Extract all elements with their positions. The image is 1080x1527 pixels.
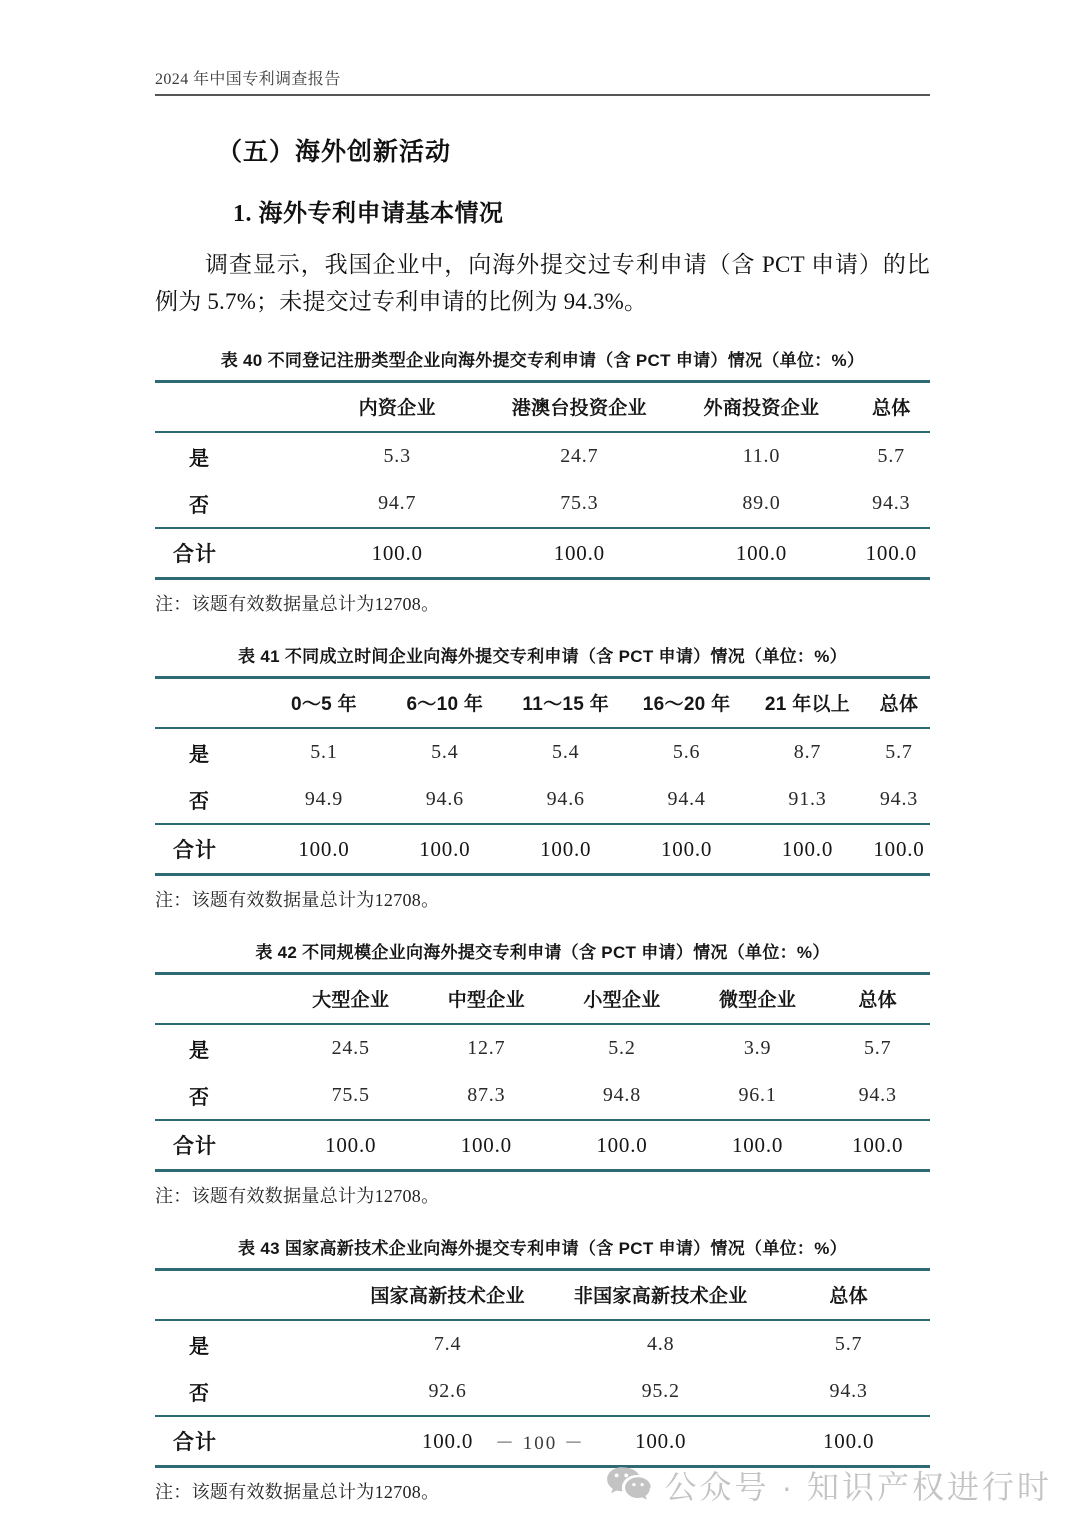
table-row bbox=[155, 1072, 930, 1120]
column-header: 大型企业 bbox=[283, 974, 419, 1025]
table-block-41 bbox=[155, 642, 930, 912]
table-cell: 92.6 bbox=[428, 1380, 467, 1402]
table-cell: 100.0 bbox=[670, 528, 852, 579]
wechat-icon bbox=[606, 1465, 652, 1505]
table-cell: 100.0 bbox=[306, 528, 488, 579]
table-cell: 100.0 bbox=[554, 1120, 690, 1171]
column-header bbox=[155, 678, 264, 729]
row-label: 否 bbox=[189, 1383, 210, 1405]
column-header: 小型企业 bbox=[554, 974, 690, 1025]
table-row bbox=[155, 776, 930, 824]
row-label: 合计 bbox=[155, 1120, 283, 1171]
table-cell: 3.9 bbox=[743, 1037, 772, 1059]
column-header bbox=[155, 382, 306, 433]
column-header: 11～15 年 bbox=[505, 678, 626, 729]
table-cell: 96.1 bbox=[738, 1084, 777, 1106]
table-cell: 5.4 bbox=[431, 741, 459, 763]
table-row bbox=[155, 480, 930, 528]
table-cell: 94.3 bbox=[829, 1380, 868, 1402]
table-row bbox=[155, 432, 930, 480]
row-label: 是 bbox=[189, 1040, 210, 1062]
table-cell: 100.0 bbox=[853, 528, 931, 579]
table-cell: 100.0 bbox=[554, 1416, 767, 1467]
column-header: 中型企业 bbox=[419, 974, 555, 1025]
table-note: 注：该题有效数据量总计为12708。 bbox=[155, 1186, 440, 1206]
column-header: 国家高新技术企业 bbox=[341, 1270, 554, 1321]
table-cell: 100.0 bbox=[626, 824, 747, 875]
table-row bbox=[155, 1368, 930, 1416]
table-42 bbox=[155, 972, 930, 1172]
table-cell: 100.0 bbox=[283, 1120, 419, 1171]
content-column bbox=[155, 122, 930, 1504]
table-cell: 89.0 bbox=[742, 492, 781, 514]
watermark-text: 公众号 · 知识产权进行时 bbox=[664, 1469, 1052, 1505]
table-cell: 5.1 bbox=[310, 741, 338, 763]
table-cell: 100.0 bbox=[767, 1416, 930, 1467]
table-cell: 100.0 bbox=[341, 1416, 554, 1467]
table-row bbox=[155, 1024, 930, 1072]
table-cell: 100.0 bbox=[264, 824, 385, 875]
table-41 bbox=[155, 676, 930, 876]
row-label: 合计 bbox=[155, 824, 264, 875]
table-caption: 表 43 国家高新技术企业向海外提交专利申请（含 PCT 申请）情况（单位：%） bbox=[238, 1239, 847, 1258]
section-heading: （五）海外创新活动 bbox=[217, 138, 452, 166]
column-header: 16～20 年 bbox=[626, 678, 747, 729]
table-cell: 100.0 bbox=[488, 528, 670, 579]
table-cell: 94.9 bbox=[304, 788, 344, 810]
watermark bbox=[606, 1462, 1052, 1508]
table-caption: 表 41 不同成立时间企业向海外提交专利申请（含 PCT 申请）情况（单位：%） bbox=[238, 647, 847, 666]
column-header: 总体 bbox=[767, 1270, 930, 1321]
column-header: 港澳台投资企业 bbox=[488, 382, 670, 433]
table-cell: 94.4 bbox=[667, 788, 706, 810]
table-cell: 100.0 bbox=[868, 824, 930, 875]
column-header bbox=[155, 1270, 341, 1321]
table-caption: 表 42 不同规模企业向海外提交专利申请（含 PCT 申请）情况（单位：%） bbox=[255, 943, 830, 962]
table-cell: 5.3 bbox=[383, 445, 411, 467]
page-number: － 100 － bbox=[494, 1433, 585, 1454]
table-cell: 94.6 bbox=[425, 788, 464, 810]
column-header: 微型企业 bbox=[690, 974, 826, 1025]
table-cell: 95.2 bbox=[641, 1380, 680, 1402]
table-cell: 5.7 bbox=[885, 741, 913, 763]
table-cell: 100.0 bbox=[690, 1120, 826, 1171]
table-cell: 5.7 bbox=[834, 1333, 863, 1355]
table-cell: 12.7 bbox=[467, 1037, 506, 1059]
column-header: 非国家高新技术企业 bbox=[554, 1270, 767, 1321]
column-header: 内资企业 bbox=[306, 382, 488, 433]
column-header: 外商投资企业 bbox=[670, 382, 852, 433]
table-cell: 100.0 bbox=[419, 1120, 555, 1171]
table-cell: 94.3 bbox=[872, 492, 911, 514]
row-label: 是 bbox=[189, 744, 210, 766]
table-total-row bbox=[155, 1120, 930, 1171]
row-label: 合计 bbox=[155, 528, 306, 579]
row-label: 是 bbox=[189, 1336, 210, 1358]
table-header-row bbox=[155, 382, 930, 433]
table-cell: 94.8 bbox=[602, 1084, 642, 1106]
table-row bbox=[155, 728, 930, 776]
table-block-42 bbox=[155, 938, 930, 1208]
table-note: 注：该题有效数据量总计为12708。 bbox=[155, 890, 440, 910]
table-cell: 100.0 bbox=[825, 1120, 930, 1171]
table-cell: 5.7 bbox=[877, 445, 905, 467]
table-cell: 87.3 bbox=[467, 1084, 506, 1106]
table-cell: 24.7 bbox=[560, 445, 599, 467]
table-row bbox=[155, 1320, 930, 1368]
column-header bbox=[155, 974, 283, 1025]
table-40 bbox=[155, 380, 930, 580]
table-total-row bbox=[155, 824, 930, 875]
row-label: 否 bbox=[189, 495, 210, 517]
row-label: 是 bbox=[189, 448, 210, 470]
table-cell: 75.3 bbox=[560, 492, 599, 514]
column-header: 总体 bbox=[825, 974, 930, 1025]
column-header: 总体 bbox=[868, 678, 930, 729]
table-cell: 4.8 bbox=[646, 1333, 675, 1355]
row-label: 否 bbox=[189, 791, 210, 813]
column-header: 0～5 年 bbox=[264, 678, 385, 729]
subsection-heading: 1. 海外专利申请基本情况 bbox=[233, 200, 504, 227]
running-header-title: 2024 年中国专利调查报告 bbox=[155, 71, 341, 88]
table-cell: 8.7 bbox=[793, 741, 822, 763]
row-label: 否 bbox=[189, 1087, 210, 1109]
table-cell: 7.4 bbox=[433, 1333, 462, 1355]
table-block-40 bbox=[155, 346, 930, 616]
table-header-row bbox=[155, 1270, 930, 1321]
table-caption: 表 40 不同登记注册类型企业向海外提交专利申请（含 PCT 申请）情况（单位：%） bbox=[220, 351, 865, 370]
table-cell: 91.3 bbox=[788, 788, 827, 810]
table-cell: 100.0 bbox=[747, 824, 868, 875]
table-note: 注：该题有效数据量总计为12708。 bbox=[155, 1482, 440, 1502]
column-header: 6～10 年 bbox=[384, 678, 505, 729]
column-header: 21 年以上 bbox=[747, 678, 868, 729]
table-cell: 100.0 bbox=[384, 824, 505, 875]
table-cell: 11.0 bbox=[742, 445, 781, 467]
table-header-row bbox=[155, 678, 930, 729]
running-header bbox=[155, 70, 930, 96]
body-paragraph: 调查显示，我国企业中，向海外提交过专利申请（含 PCT 申请）的比例为 5.7%；未提交过专利申请的比例为 94.3%。 bbox=[155, 251, 930, 314]
column-header: 总体 bbox=[853, 382, 931, 433]
row-label: 合计 bbox=[155, 1416, 341, 1467]
table-header-row bbox=[155, 974, 930, 1025]
running-header-rule bbox=[155, 94, 930, 96]
table-cell: 94.7 bbox=[378, 492, 417, 514]
table-cell: 75.5 bbox=[331, 1084, 370, 1106]
table-cell: 94.3 bbox=[879, 788, 919, 810]
table-cell: 94.3 bbox=[858, 1084, 897, 1106]
table-cell: 5.7 bbox=[863, 1037, 892, 1059]
table-cell: 5.2 bbox=[608, 1037, 636, 1059]
table-note: 注：该题有效数据量总计为12708。 bbox=[155, 594, 440, 614]
table-total-row bbox=[155, 528, 930, 579]
table-cell: 100.0 bbox=[505, 824, 626, 875]
table-cell: 24.5 bbox=[331, 1037, 370, 1059]
table-cell: 5.4 bbox=[552, 741, 580, 763]
table-cell: 5.6 bbox=[672, 741, 701, 763]
table-cell: 94.6 bbox=[546, 788, 585, 810]
